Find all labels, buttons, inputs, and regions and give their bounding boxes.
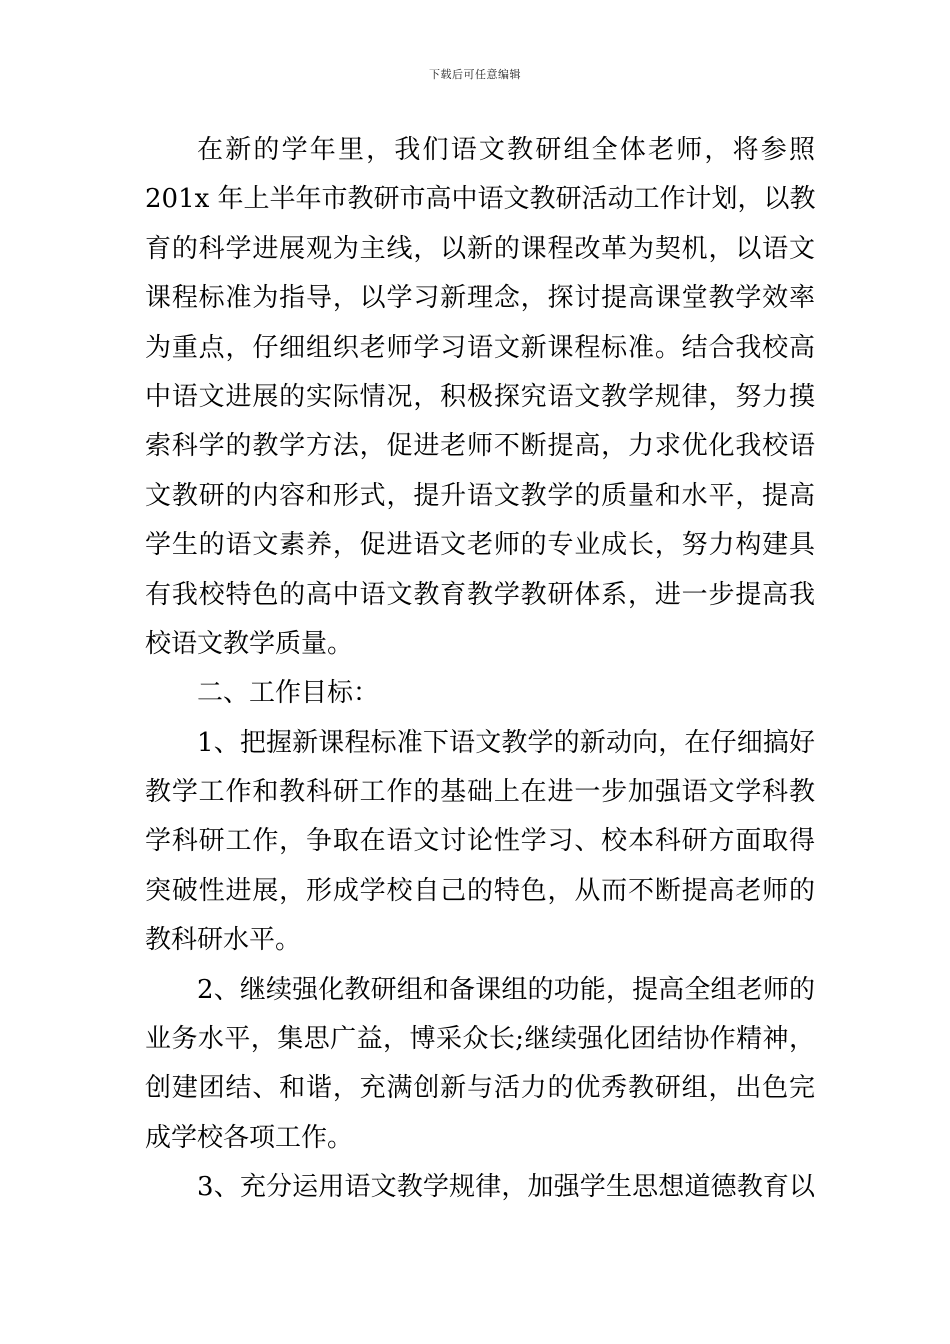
- text-line: 育的科学进展观为主线，以新的课程改革为契机，以语文: [145, 233, 815, 264]
- text-line: 突破性进展，形成学校自己的特色，从而不断提高老师的: [145, 875, 815, 906]
- text-line: 3、充分运用语文教学规律，加强学生思想道德教育以: [197, 1172, 815, 1203]
- text-line: 中语文进展的实际情况，积极探究语文教学规律，努力摸: [145, 381, 815, 412]
- text-line: 业务水平，集思广益，博采众长;继续强化团结协作精神，: [145, 1024, 815, 1055]
- text-line: 索科学的教学方法，促进老师不断提高，力求优化我校语: [145, 431, 815, 462]
- text-line: 文教研的内容和形式，提升语文教学的质量和水平，提高: [145, 480, 815, 511]
- text-line: 二、工作目标：: [197, 678, 380, 709]
- text-line: 教科研水平。: [145, 925, 302, 956]
- text-line: 课程标准为指导，以学习新理念，探讨提高课堂教学效率: [145, 283, 815, 314]
- page-header: 下载后可任意编辑: [429, 68, 521, 81]
- text-line: 在新的学年里，我们语文教研组全体老师，将参照: [197, 135, 815, 165]
- text-line: 学生的语文素养，促进语文老师的专业成长，努力构建具: [145, 530, 815, 561]
- text-line: 创建团结、和谐，充满创新与活力的优秀教研组，出色完: [145, 1073, 815, 1104]
- text-line: 学科研工作，争取在语文讨论性学习、校本科研方面取得: [145, 826, 815, 857]
- text-line: 教学工作和教科研工作的基础上在进一步加强语文学科教: [145, 777, 815, 808]
- text-line: 为重点，仔细组织老师学习语文新课程标准。结合我校高: [145, 332, 815, 363]
- text-line: 有我校特色的高中语文教育教学教研体系，进一步提高我: [145, 579, 815, 610]
- text-line: 1、把握新课程标准下语文教学的新动向，在仔细搞好: [197, 727, 815, 758]
- text-line: 2、继续强化教研组和备课组的功能，提高全组老师的: [197, 974, 815, 1005]
- text-line: 校语文教学质量。: [145, 628, 354, 659]
- text-line: 201x 年上半年市教研市高中语文教研活动工作计划，以教: [145, 184, 816, 215]
- document-body: [145, 126, 815, 1213]
- text-line: 成学校各项工作。: [145, 1122, 354, 1153]
